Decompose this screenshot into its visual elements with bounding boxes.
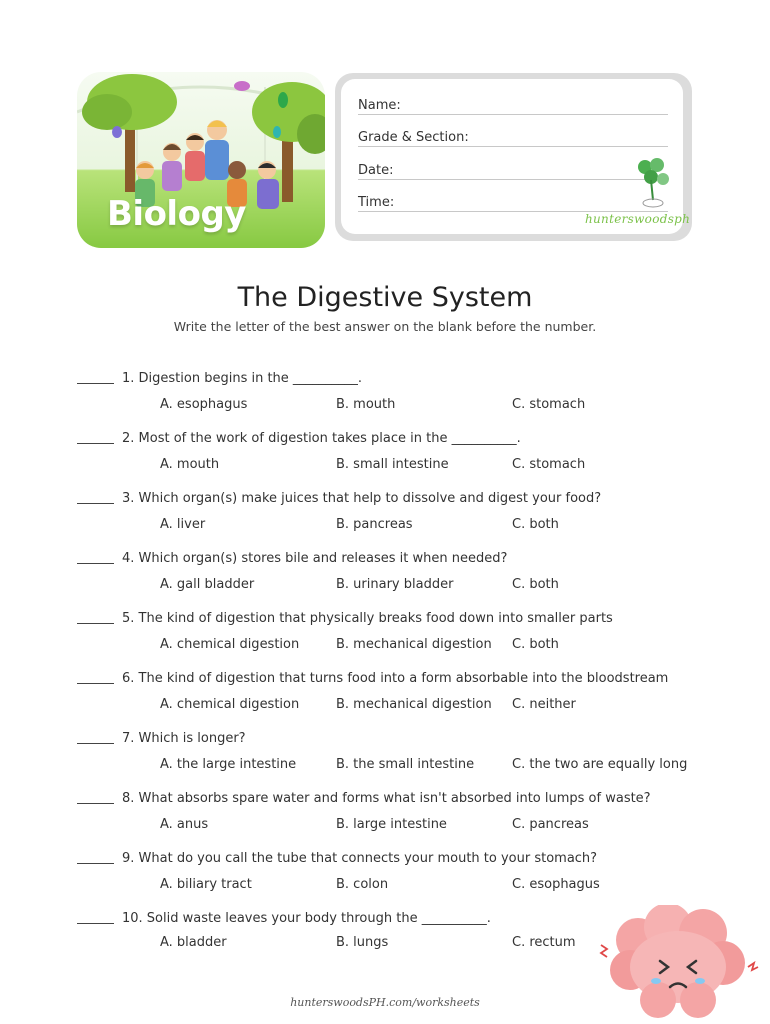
answer-blank[interactable]: [77, 623, 114, 624]
question-10: [77, 911, 491, 926]
question-text: 4. Which organ(s) stores bile and releases it when needed?: [122, 551, 508, 566]
question-text: 9. What do you call the tube that connects your mouth to your stomach?: [122, 851, 598, 866]
option-b: B. the small intestine: [336, 757, 475, 772]
worksheet-title: The Digestive System: [237, 282, 533, 313]
option-c: C. neither: [512, 697, 576, 712]
question-7: [77, 731, 246, 746]
time-field[interactable]: Time:: [358, 195, 668, 212]
answer-blank[interactable]: [77, 383, 114, 384]
question-1: [77, 371, 362, 386]
option-b: B. mouth: [336, 397, 396, 412]
option-a: A. anus: [160, 817, 209, 832]
answer-blank[interactable]: [77, 503, 114, 504]
date-field[interactable]: Date:: [358, 163, 668, 180]
grade-section-field[interactable]: Grade & Section:: [358, 130, 668, 147]
option-a: A. liver: [160, 517, 206, 532]
option-c: C. esophagus: [512, 877, 600, 892]
option-b: B. mechanical digestion: [336, 637, 492, 652]
option-c: C. the two are equally long: [512, 757, 688, 772]
question-8: [77, 791, 651, 806]
option-c: C. both: [512, 637, 559, 652]
option-b: B. small intestine: [336, 457, 449, 472]
clover-logo-icon: [633, 155, 673, 210]
answer-blank[interactable]: [77, 563, 114, 564]
option-c: C. both: [512, 577, 559, 592]
question-6: [77, 671, 668, 686]
question-text: 2. Most of the work of digestion takes place in the __________.: [122, 431, 521, 446]
name-field[interactable]: Name:: [358, 98, 668, 115]
option-c: C. both: [512, 517, 559, 532]
question-text: 7. Which is longer?: [122, 731, 246, 746]
question-5: [77, 611, 613, 626]
option-a: A. biliary tract: [160, 877, 252, 892]
option-b: B. mechanical digestion: [336, 697, 492, 712]
option-a: A. mouth: [160, 457, 220, 472]
option-a: A. gall bladder: [160, 577, 255, 592]
option-b: B. lungs: [336, 935, 389, 950]
option-b: B. pancreas: [336, 517, 413, 532]
question-2: [77, 431, 521, 446]
option-c: C. rectum: [512, 935, 576, 950]
option-b: B. colon: [336, 877, 389, 892]
worksheet-instructions: Write the letter of the best answer on the blank before the number.: [173, 319, 597, 334]
option-a: A. chemical digestion: [160, 697, 300, 712]
option-b: B. large intestine: [336, 817, 447, 832]
question-text: 6. The kind of digestion that turns food into a form absorbable into the bloodstream: [122, 671, 669, 686]
option-a: A. esophagus: [160, 397, 248, 412]
question-text: 5. The kind of digestion that physically breaks food down into smaller parts: [122, 611, 613, 626]
brand-signature: hunterswoodsph: [585, 212, 691, 226]
answer-blank[interactable]: [77, 443, 114, 444]
answer-blank[interactable]: [77, 863, 114, 864]
question-9: [77, 851, 597, 866]
option-a: A. the large intestine: [160, 757, 297, 772]
question-text: 3. Which organ(s) make juices that help to dissolve and digest your food?: [122, 491, 602, 506]
answer-blank[interactable]: [77, 803, 114, 804]
question-text: 10. Solid waste leaves your body through the __________.: [122, 911, 491, 926]
option-a: A. chemical digestion: [160, 637, 300, 652]
question-text: 1. Digestion begins in the __________.: [122, 371, 363, 386]
option-c: C. pancreas: [512, 817, 589, 832]
answer-blank[interactable]: [77, 683, 114, 684]
option-c: C. stomach: [512, 397, 586, 412]
question-4: [77, 551, 507, 566]
banner-title: Biology: [107, 194, 246, 234]
answer-blank[interactable]: [77, 923, 114, 924]
question-3: [77, 491, 601, 506]
option-c: C. stomach: [512, 457, 586, 472]
answer-blank[interactable]: [77, 743, 114, 744]
question-text: 8. What absorbs spare water and forms what isn't absorbed into lumps of waste?: [122, 791, 651, 806]
footer-url: hunterswoodsPH.com/worksheets: [290, 996, 480, 1009]
option-a: A. bladder: [160, 935, 227, 950]
option-b: B. urinary bladder: [336, 577, 454, 592]
biology-banner: [77, 72, 325, 248]
